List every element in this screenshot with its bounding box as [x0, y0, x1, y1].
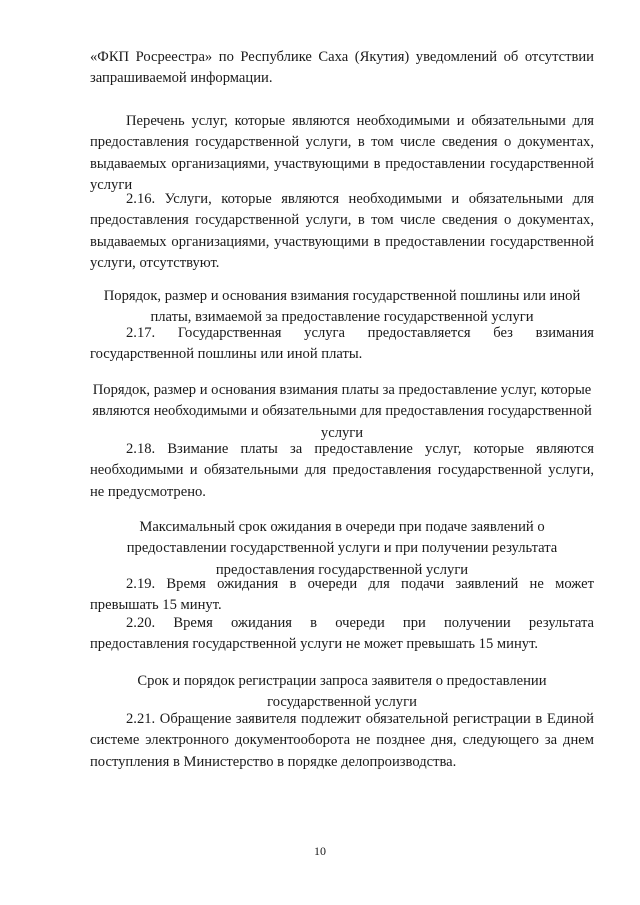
paragraph-2-20: 2.20. Время ожидания в очереди при получении результата предоставления государственной услуги не может превышать 15 минут. — [90, 615, 594, 653]
paragraph-2-21: 2.21. Обращение заявителя подлежит обязательной регистрации в Единой системе электронного документооборота не позднее дня, следующего за днем поступления в Министерство в порядке делопроизводства. — [90, 711, 594, 770]
section-heading-fee: Порядок, размер и основания взимания государственной пошлины или иной платы, взимаемой за предоставление государственной услуги — [103, 288, 581, 326]
section-heading-registration: Срок и порядок регистрации запроса заявителя о предоставлении государственной услуги — [137, 673, 547, 711]
paragraph-2-17: 2.17. Государственная услуга предоставляется без взимания государственной пошлины или иной платы. — [90, 325, 594, 363]
paragraph-2-18: 2.18. Взимание платы за предоставление услуг, которые являются необходимыми и обязательными для предоставления государственной услуги, не предусмотрено. — [90, 441, 594, 500]
section-heading-queue: Максимальный срок ожидания в очереди при подаче заявлений о предоставлении государственной услуги и при получении результата предоставления государственной услуги — [126, 519, 558, 578]
section-heading-payment: Порядок, размер и основания взимания платы за предоставление услуг, которые являются необходимыми и обязательными для предоставления государственной услуги — [92, 382, 592, 441]
page-number: 10 — [314, 844, 326, 858]
section-heading-services: Перечень услуг, которые являются необходимыми и обязательными для предоставления государственной услуги, в том числе сведения о документах, выдаваемых организациями, участвующими в предоставлении государственной услуги — [90, 113, 594, 194]
intro-paragraph: «ФКП Росреестра» по Республике Саха (Якутия) уведомлений об отсутствии запрашиваемой информации. — [90, 49, 594, 87]
paragraph-2-19: 2.19. Время ожидания в очереди для подачи заявлений не может превышать 15 минут. — [90, 576, 594, 614]
paragraph-2-16: 2.16. Услуги, которые являются необходимыми и обязательными для предоставления государственной услуги, в том числе сведения о документах, выдаваемых организациями, участвующими в предоставлении государственной услуги, отсутствуют. — [90, 191, 594, 272]
